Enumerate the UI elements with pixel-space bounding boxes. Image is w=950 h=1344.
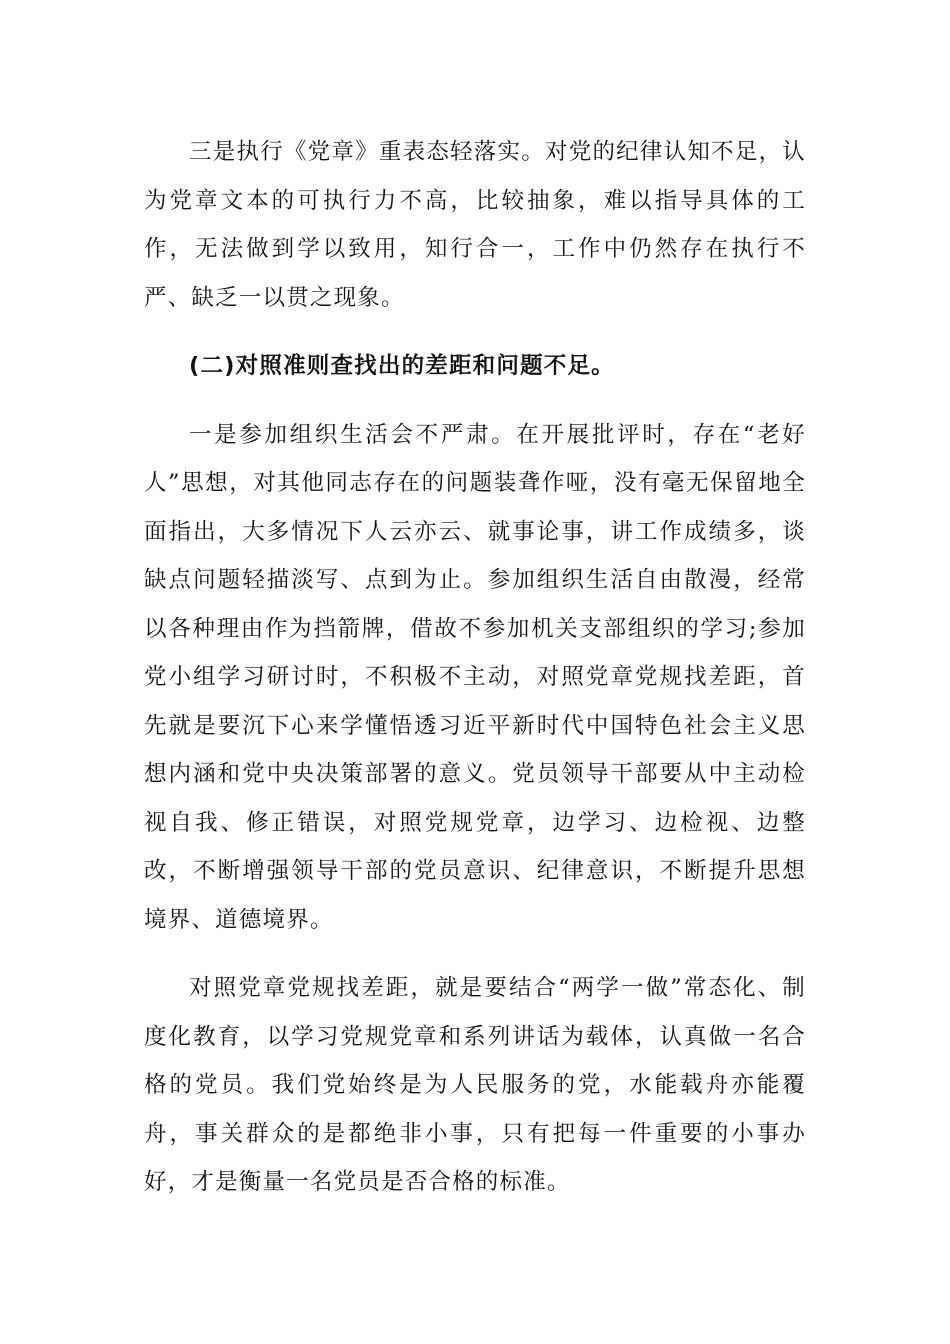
paragraph-organizational-life: 一是参加组织生活会不严肃。在开展批评时，存在“老好人”思想，对其他同志存在的问题装聋作哑，没有毫无保留地全面指出，大多情况下人云亦云、就事论事，讲工作成绩多，谈缺点问题轻描淡写、点到为止。参加组织生活自由散漫，经常以各种理由作为挡箭牌，借故不参加机关支部组织的学习;参加党小组学习研讨时，不积极不主动，对照党章党规找差距，首先就是要沉下心来学懂悟透习近平新时代中国特色社会主义思想内涵和党中央决策部署的意义。党员领导干部要从中主动检视自我、修正错误，对照党规党章，边学习、边检视、边整改，不断增强领导干部的党员意识、纪律意识，不断提升思想境界、道德境界。 bbox=[144, 421, 806, 933]
document-body bbox=[144, 128, 806, 1227]
paragraph-execution-of-party-constitution: 三是执行《党章》重表态轻落实。对党的纪律认知不足，认为党章文本的可执行力不高，比较抽象，难以指导具体的工作，无法做到学以致用，知行合一，工作中仍然存在执行不严、缺乏一以贯之现象。 bbox=[144, 139, 806, 311]
paragraph-finding-gaps: 对照党章党规找差距，就是要结合“两学一做”常态化、制度化教育，以学习党规党章和系列讲话为载体，认真做一名合格的党员。我们党始终是为人民服务的党，水能载舟亦能覆舟，事关群众的是都绝非小事，只有把每一件重要的小事办好，才是衡量一名党员是否合格的标准。 bbox=[144, 975, 806, 1195]
section-heading-two: (二)对照准则查找出的差距和问题不足。 bbox=[189, 353, 615, 379]
